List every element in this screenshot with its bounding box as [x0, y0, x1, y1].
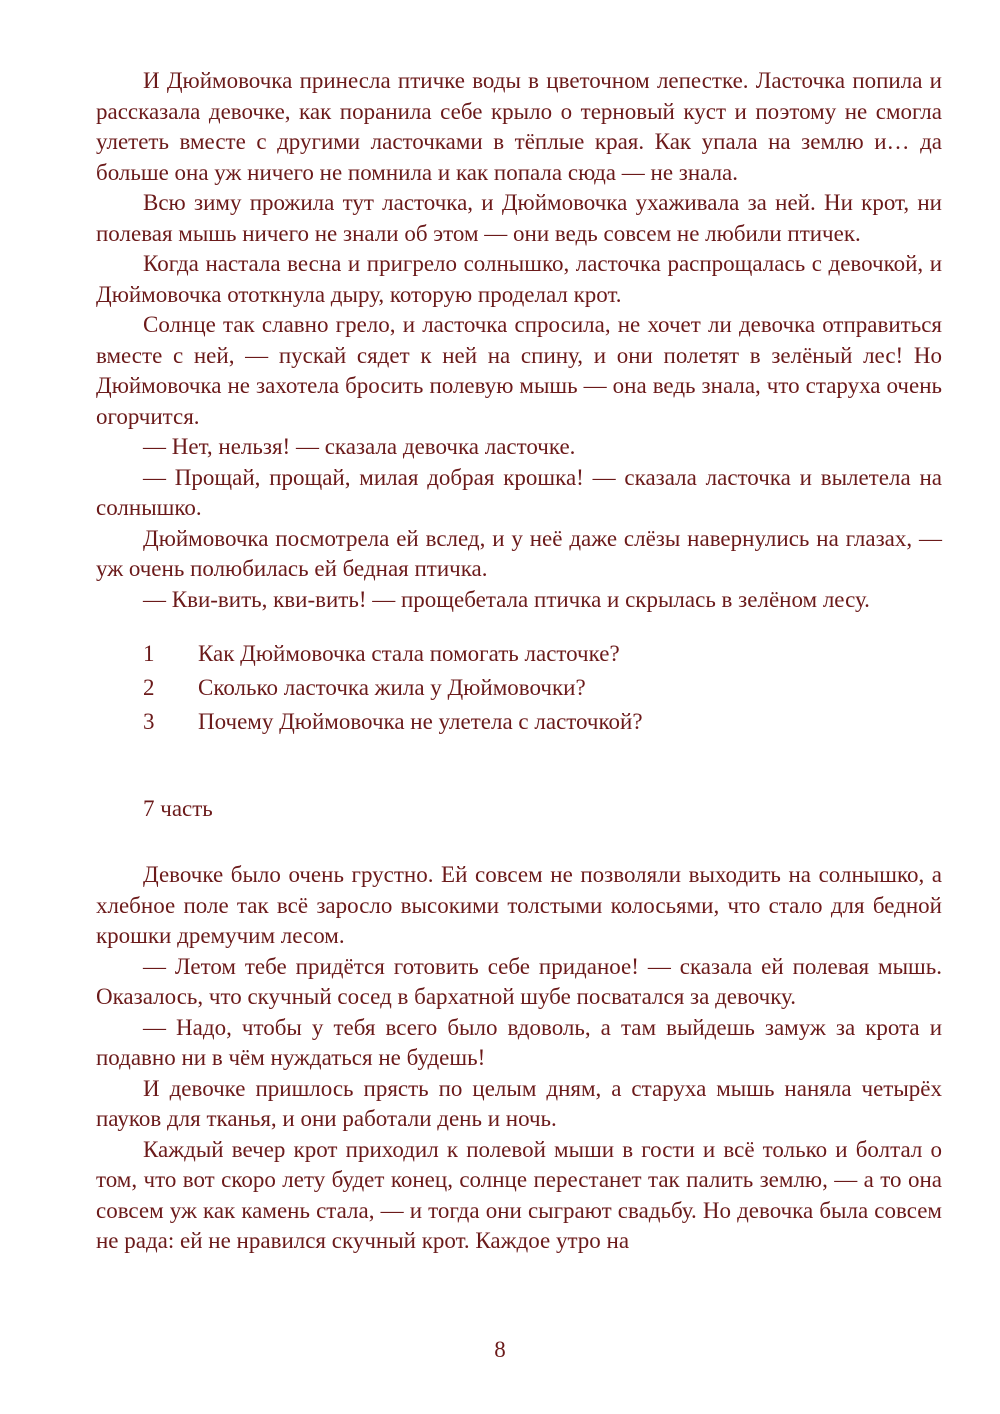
question-item: [96, 707, 942, 741]
dialogue-line: — Нет, нельзя! — сказала девочка ласточке.: [143, 434, 576, 459]
paragraph: Каждый вечер крот приходил к полевой мыши в гости и всё только и болтал о том, что вот скоро лету будет конец, солнце перестанет так палить землю, — а то она совсем уж как камень стала, — и тогда они сыграют свадьбу. Но девочка была совсем не рада: ей не нравился скучный крот. Каждое утро на: [96, 1136, 942, 1253]
paragraph: Всю зиму прожила тут ласточка, и Дюймовочка ухаживала за ней. Ни крот, ни полевая мышь ничего не знали об этом — они ведь совсем не любили птичек.: [96, 190, 942, 246]
question-number: 1: [143, 641, 155, 666]
question-item: [96, 673, 942, 707]
question-item: [96, 639, 942, 673]
paragraph: И Дюймовочка принесла птичке воды в цветочном лепестке. Ласточка попила и рассказала девочке, как поранила себе крыло о терновый куст и поэтому не смогла улететь вместе с другими ласточками в тёплые края. Как упала на землю и… да больше она уж ничего не помнила и как попала сюда — не знала.: [96, 68, 942, 185]
paragraph: Когда настала весна и пригрело солнышко, ласточка распрощалась с девочкой, и Дюймовочка ототкнула дыру, которую проделал крот.: [96, 251, 942, 307]
dialogue-line: — Надо, чтобы у тебя всего было вдоволь, а там выйдешь замуж за крота и подавно ни в чём нуждаться не будешь!: [96, 1014, 942, 1070]
paragraph: Девочке было очень грустно. Ей совсем не позволяли выходить на солнышко, а хлебное поле так всё заросло высокими толстыми колосьями, что стало для бедной крошки дремучим лесом.: [96, 862, 942, 948]
paragraph: Солнце так славно грело, и ласточка спросила, не хочет ли девочка отправиться вместе с ней, — пускай сядет к ней на спину, и они полетят в зелёный лес! Но Дюймовочка не захотела бросить полевую мышь — она ведь знала, что старуха очень огорчится.: [96, 312, 942, 429]
page-number: 8: [494, 1337, 506, 1362]
dialogue-line: — Кви-вить, кви-вить! — прощебетала птичка и скрылась в зелёном лесу.: [143, 586, 870, 612]
question-number: 3: [143, 709, 155, 734]
paragraph: И девочке пришлось прясть по целым дням, а старуха мышь наняла четырёх пауков для тканья, и они работали день и ночь.: [96, 1075, 942, 1131]
question-text: Сколько ласточка жила у Дюймовочки?: [198, 675, 586, 700]
question-text: Почему Дюймовочка не улетела с ласточкой?: [198, 709, 643, 734]
dialogue-line: — Летом тебе придётся готовить себе приданое! — сказала ей полевая мышь. Оказалось, что скучный сосед в бархатной шубе посватался за девочку.: [96, 953, 942, 1009]
part-title: 7 часть: [143, 796, 213, 821]
questions-list: [96, 639, 942, 741]
paragraph: Дюймовочка посмотрела ей вслед, и у неё даже слёзы навернулись на глазах, — уж очень полюбилась ей бедная птичка.: [96, 525, 942, 581]
question-number: 2: [143, 675, 155, 700]
dialogue-line: — Прощай, прощай, милая добрая крошка! — сказала ласточка и вылетела на солнышко.: [96, 464, 942, 520]
page-body: [96, 66, 942, 1257]
question-text: Как Дюймовочка стала помогать ласточке?: [198, 641, 620, 666]
